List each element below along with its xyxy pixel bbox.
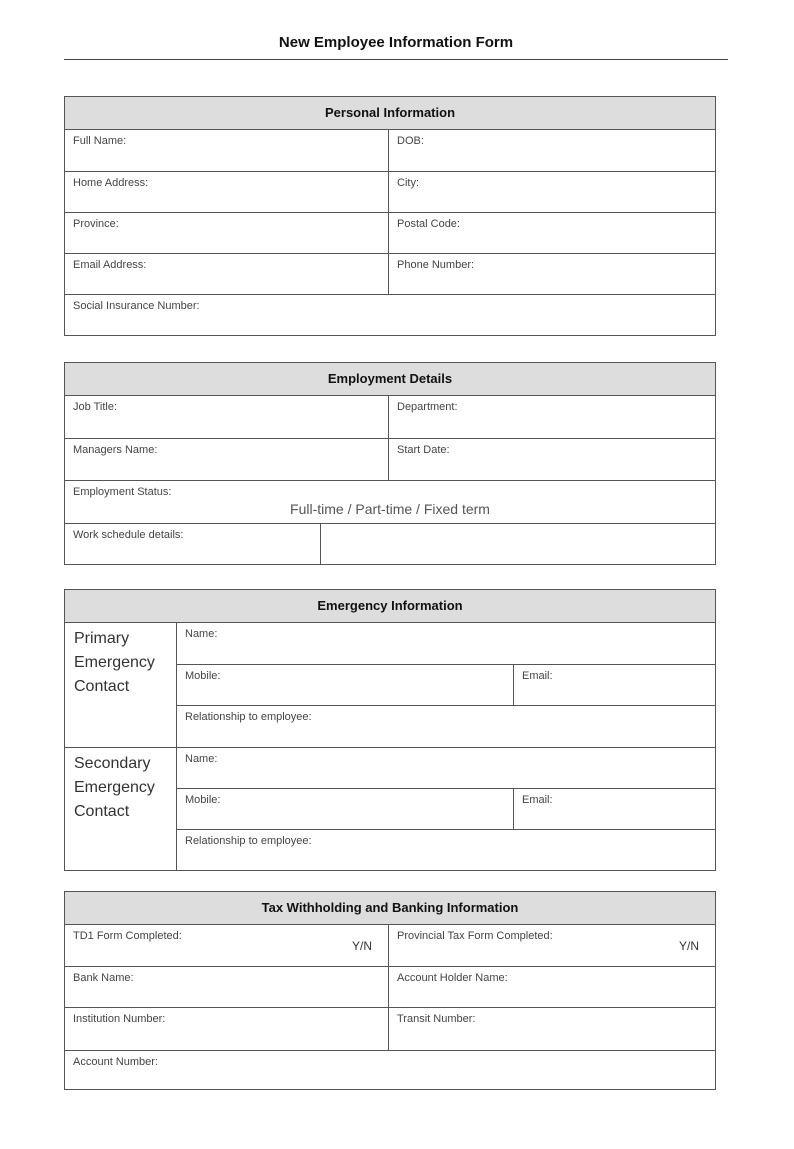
employment-status-options[interactable]: Full-time / Part-time / Fixed term (290, 501, 490, 517)
home-address-field[interactable]: Home Address: (65, 172, 389, 212)
institution-number-field[interactable]: Institution Number: (65, 1008, 389, 1050)
td1-yes-no[interactable]: Y/N (351, 939, 372, 953)
provincial-tax-form-label: Provincial Tax Form Completed: (397, 930, 553, 942)
primary-contact-fields (177, 623, 715, 747)
secondary-contact-label: Secondary Emergency Contact (65, 748, 177, 870)
work-schedule-label: Work schedule details: (65, 524, 321, 564)
primary-contact-label: Primary Emergency Contact (65, 623, 177, 747)
primary-relationship-field[interactable]: Relationship to employee: (185, 711, 312, 723)
employment-row-3 (65, 481, 715, 524)
managers-name-field[interactable]: Managers Name: (65, 439, 389, 480)
full-name-field[interactable]: Full Name: (65, 130, 389, 171)
td1-form-label: TD1 Form Completed: (73, 930, 182, 942)
emergency-information-heading: Emergency Information (65, 590, 715, 623)
primary-contact-group (65, 623, 715, 748)
primary-contact-row (177, 665, 715, 706)
secondary-contact-fields (177, 748, 715, 870)
title-divider (64, 59, 728, 60)
tax-banking-section (64, 891, 716, 1090)
account-holder-name-field[interactable]: Account Holder Name: (397, 972, 508, 984)
employment-details-section (64, 362, 716, 565)
provincial-tax-form-field[interactable] (389, 925, 715, 966)
primary-name-field[interactable]: Name: (185, 628, 218, 640)
work-schedule-field[interactable] (321, 524, 715, 564)
transit-number-field[interactable]: Transit Number: (397, 1013, 476, 1025)
secondary-name-row (177, 748, 715, 789)
employment-row-4 (65, 524, 715, 564)
emergency-information-section (64, 589, 716, 871)
postal-code-field[interactable]: Postal Code: (397, 218, 460, 230)
secondary-email-field[interactable]: Email: (522, 794, 553, 806)
employment-details-heading: Employment Details (65, 363, 715, 396)
employment-status-label: Employment Status: (73, 486, 172, 498)
personal-row-5 (65, 295, 715, 335)
personal-row-3 (65, 213, 715, 254)
secondary-name-field[interactable]: Name: (185, 753, 218, 765)
start-date-field[interactable]: Start Date: (397, 444, 450, 456)
bank-name-field[interactable]: Bank Name: (65, 967, 389, 1007)
employment-row-1 (65, 396, 715, 439)
tax-row-2 (65, 967, 715, 1008)
employment-row-2 (65, 439, 715, 481)
dob-field[interactable]: DOB: (397, 135, 424, 147)
primary-name-row (177, 623, 715, 665)
personal-row-1 (65, 130, 715, 172)
form-title: New Employee Information Form (278, 34, 514, 51)
email-address-field[interactable]: Email Address: (65, 254, 389, 294)
personal-information-section (64, 96, 716, 336)
td1-form-field[interactable] (65, 925, 389, 966)
province-field[interactable]: Province: (65, 213, 389, 253)
tax-banking-heading: Tax Withholding and Banking Information (65, 892, 715, 925)
tax-row-4 (65, 1051, 715, 1089)
primary-mobile-field[interactable]: Mobile: (177, 665, 514, 705)
secondary-mobile-field[interactable]: Mobile: (177, 789, 514, 829)
phone-number-field[interactable]: Phone Number: (397, 259, 475, 271)
account-number-field[interactable]: Account Number: (73, 1056, 158, 1068)
department-field[interactable]: Department: (397, 401, 458, 413)
personal-row-4 (65, 254, 715, 295)
primary-email-field[interactable]: Email: (522, 670, 553, 682)
city-field[interactable]: City: (397, 177, 419, 189)
job-title-field[interactable]: Job Title: (65, 396, 389, 438)
social-insurance-number-field[interactable]: Social Insurance Number: (73, 300, 200, 312)
personal-information-heading: Personal Information (65, 97, 715, 130)
secondary-contact-group (65, 748, 715, 870)
secondary-relationship-field[interactable]: Relationship to employee: (185, 835, 312, 847)
primary-relationship-row (177, 706, 715, 747)
provincial-yes-no[interactable]: Y/N (678, 939, 699, 953)
tax-row-1 (65, 925, 715, 967)
personal-row-2 (65, 172, 715, 213)
tax-row-3 (65, 1008, 715, 1051)
employment-status-field[interactable] (65, 481, 715, 523)
secondary-relationship-row (177, 830, 715, 870)
secondary-contact-row (177, 789, 715, 830)
